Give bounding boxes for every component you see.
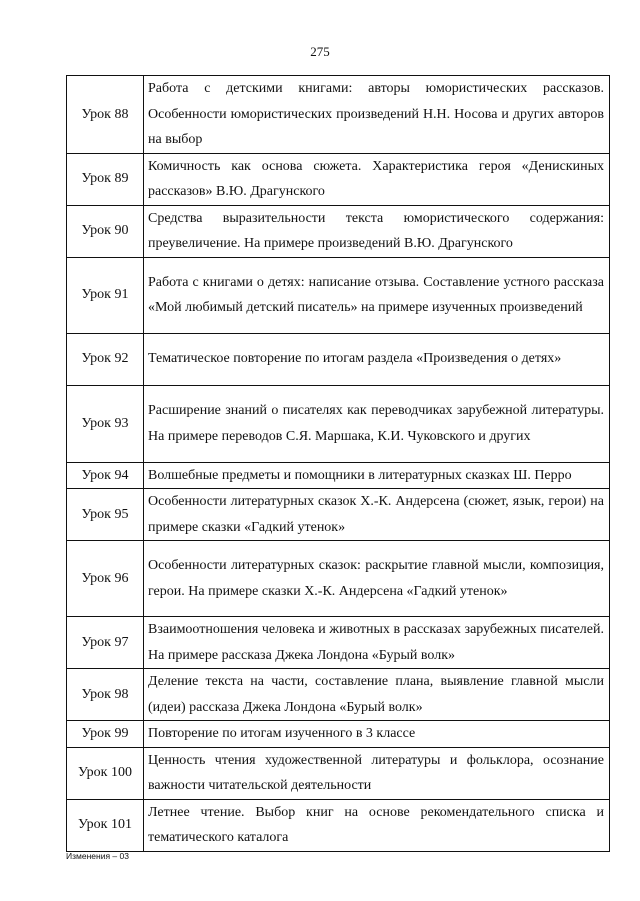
- table-row: [67, 462, 610, 489]
- lesson-topic: Летнее чтение. Выбор книг на основе рекомендательного списка и тематического каталога: [144, 799, 610, 851]
- lesson-number: Урок 95: [67, 489, 144, 541]
- table-row: [67, 617, 610, 669]
- lesson-number: Урок 92: [67, 333, 144, 385]
- lesson-topic: Тематическое повторение по итогам раздела «Произведения о детях»: [144, 333, 610, 385]
- lesson-topic: Ценность чтения художественной литературы и фольклора, осознание важности читательской деятельности: [144, 747, 610, 799]
- lesson-number: Урок 90: [67, 205, 144, 257]
- lesson-topic: Взаимоотношения человека и животных в рассказах зарубежных писателей. На примере рассказа Джека Лондона «Бурый волк»: [144, 617, 610, 669]
- lesson-number: Урок 91: [67, 257, 144, 333]
- lesson-number: Урок 94: [67, 462, 144, 489]
- lesson-topic: Расширение знаний о писателях как переводчиках зарубежной литературы. На примере переводов С.Я. Маршака, К.И. Чуковского и других: [144, 385, 610, 462]
- lesson-topic: Деление текста на части, составление плана, выявление главной мысли (идеи) рассказа Джека Лондона «Бурый волк»: [144, 669, 610, 721]
- lesson-topic: Средства выразительности текста юмористического содержания: преувеличение. На примере произведений В.Ю. Драгунского: [144, 205, 610, 257]
- lesson-topic: Работа с книгами о детях: написание отзыва. Составление устного рассказа «Мой любимый детский писатель» на примере изученных произведений: [144, 257, 610, 333]
- lesson-topic: Работа с детскими книгами: авторы юмористических рассказов. Особенности юмористических произведений Н.Н. Носова и других авторов на выбор: [144, 76, 610, 154]
- lesson-plan-table: [66, 75, 610, 852]
- lesson-number: Урок 93: [67, 385, 144, 462]
- lesson-number: Урок 99: [67, 721, 144, 748]
- table-row: [67, 541, 610, 617]
- table-row: [67, 385, 610, 462]
- table-row: [67, 721, 610, 748]
- lesson-number: Урок 88: [67, 76, 144, 154]
- table-row: [67, 333, 610, 385]
- lesson-number: Урок 98: [67, 669, 144, 721]
- table-row: [67, 799, 610, 851]
- lesson-topic: Повторение по итогам изученного в 3 классе: [144, 721, 610, 748]
- lesson-number: Урок 97: [67, 617, 144, 669]
- lesson-topic: Комичность как основа сюжета. Характеристика героя «Денискиных рассказов» В.Ю. Драгунского: [144, 153, 610, 205]
- table-row: [67, 205, 610, 257]
- lesson-topic: Особенности литературных сказок: раскрытие главной мысли, композиция, герои. На примере сказки Х.-К. Андерсена «Гадкий утенок»: [144, 541, 610, 617]
- lesson-topic: Волшебные предметы и помощники в литературных сказках Ш. Перро: [144, 462, 610, 489]
- table-row: [67, 153, 610, 205]
- lesson-number: Урок 101: [67, 799, 144, 851]
- table-row: [67, 489, 610, 541]
- lesson-number: Урок 89: [67, 153, 144, 205]
- table-row: [67, 257, 610, 333]
- lesson-topic: Особенности литературных сказок Х.-К. Андерсена (сюжет, язык, герои) на примере сказки «Гадкий утенок»: [144, 489, 610, 541]
- lesson-number: Урок 100: [67, 747, 144, 799]
- page-number: 275: [310, 44, 330, 59]
- lesson-number: Урок 96: [67, 541, 144, 617]
- table-row: [67, 669, 610, 721]
- revision-footer: Изменения – 03: [66, 851, 129, 861]
- table-row: [67, 747, 610, 799]
- table-row: [67, 76, 610, 154]
